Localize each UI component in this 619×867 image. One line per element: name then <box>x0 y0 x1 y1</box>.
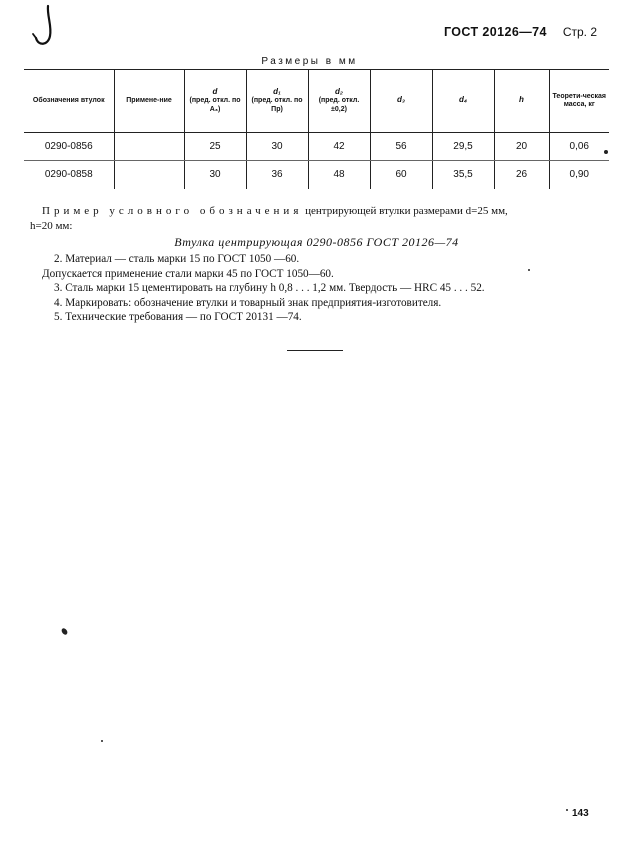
requirement-item: 2. Материал — сталь марки 15 по ГОСТ 1050 —60. <box>54 253 300 265</box>
cell-h: 20 <box>494 133 549 161</box>
cell-designation: 0290-0858 <box>24 161 114 189</box>
requirement-item: 5. Технические требования — по ГОСТ 20131 —74. <box>54 311 302 323</box>
standard-number: ГОСТ 20126—74 <box>443 25 547 39</box>
cell-d3: 56 <box>370 133 432 161</box>
cell-d1: 36 <box>246 161 308 189</box>
cell-application <box>114 133 184 161</box>
example-paragraph <box>30 204 607 234</box>
dimensions-table <box>24 69 609 189</box>
designation-example: Втулка центрирующая 0290-0856 ГОСТ 20126—74 <box>174 235 459 249</box>
col-header-mass: Теорети-ческая масса, кг <box>549 70 609 133</box>
ink-speck <box>60 627 68 636</box>
col-header-d2: d₂ (пред. откл. ±0,2) <box>308 70 370 133</box>
col-header-application: Примене-ние <box>114 70 184 133</box>
section-divider <box>287 350 343 351</box>
table-row <box>24 133 609 161</box>
table-header-row <box>24 70 609 133</box>
ink-speck <box>528 269 530 271</box>
requirement-item: Допускается применение стали марки 45 по ГОСТ 1050—60. <box>42 268 334 280</box>
ink-speck <box>101 740 103 742</box>
cell-d2: 42 <box>308 133 370 161</box>
cell-d2: 48 <box>308 161 370 189</box>
cell-mass: 0,90 <box>549 161 609 189</box>
col-header-h: h <box>494 70 549 133</box>
page-label: Стр. 2 <box>562 25 597 39</box>
requirement-item: 4. Маркировать: обозначение втулки и товарный знак предприятия-изготовителя. <box>54 297 442 309</box>
cell-d1: 30 <box>246 133 308 161</box>
ink-speck <box>604 150 608 154</box>
col-header-d1: d₁ (пред. откл. по Пр) <box>246 70 308 133</box>
col-header-designation: Обозначения втулок <box>24 70 114 133</box>
table-row <box>24 161 609 189</box>
cell-d4: 29,5 <box>432 133 494 161</box>
example-rest: центрирующей втулки размерами d=25 мм, <box>305 205 508 217</box>
cell-application <box>114 161 184 189</box>
page-header <box>444 25 597 39</box>
cell-d4: 35,5 <box>432 161 494 189</box>
cell-designation: 0290-0856 <box>24 133 114 161</box>
table-caption: Размеры в мм <box>261 56 358 67</box>
page-number: 143 <box>572 808 589 819</box>
handwritten-hook-mark <box>30 4 64 50</box>
cell-mass: 0,06 <box>549 133 609 161</box>
requirement-item: 3. Сталь марки 15 цементировать на глубину h 0,8 . . . 1,2 мм. Твердость — HRC 45 . . . 52. <box>54 282 485 294</box>
cell-d: 25 <box>184 133 246 161</box>
example-lead: Пример условного обозначения <box>42 205 303 217</box>
col-header-d: d (пред. откл. по A₃) <box>184 70 246 133</box>
cell-h: 26 <box>494 161 549 189</box>
col-header-d4: d₄ <box>432 70 494 133</box>
cell-d: 30 <box>184 161 246 189</box>
example-continuation: h=20 мм: <box>30 220 73 232</box>
ink-speck <box>566 809 568 811</box>
col-header-d3: d₃ <box>370 70 432 133</box>
cell-d3: 60 <box>370 161 432 189</box>
